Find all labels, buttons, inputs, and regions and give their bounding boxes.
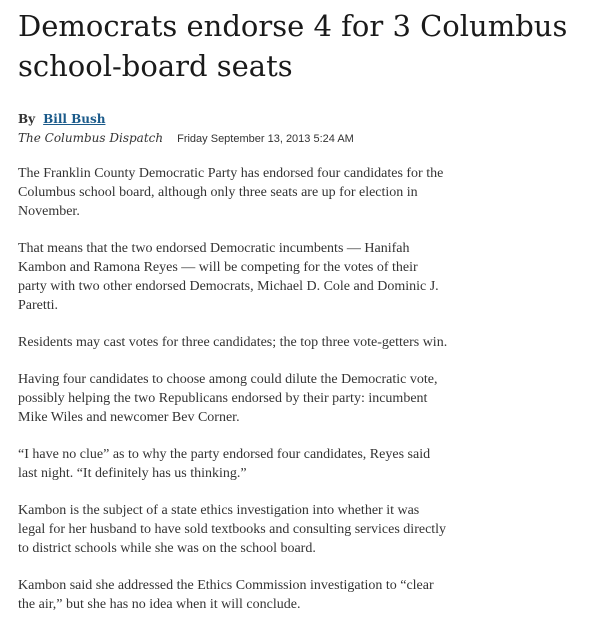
paragraph-6: Kambon is the subject of a state ethics investigation into whether it was legal for her husband to have sold textbooks and consulting services directly to district schools while she was on the school board. xyxy=(18,503,447,556)
headline: Democrats endorse 4 for 3 Columbus school-board seats xyxy=(18,9,568,83)
article-body xyxy=(18,164,448,632)
paragraph-5: “I have no clue” as to why the party endorsed four candidates, Reyes said last night. “It definitely has us thinking.” xyxy=(18,447,431,481)
paragraph-1: The Franklin County Democratic Party has endorsed four candidates for the Columbus school board, although only three seats are up for election in November. xyxy=(18,166,444,219)
author-link[interactable]: Bill Bush xyxy=(43,112,106,126)
byline xyxy=(18,112,105,126)
paragraph-7: Kambon said she addressed the Ethics Commission investigation to “clear the air,” but she has no idea when it will conclude. xyxy=(18,578,434,612)
source-line xyxy=(18,130,354,147)
paragraph-2: That means that the two endorsed Democratic incumbents — Hanifah Kambon and Ramona Reyes — will be competing for the votes of their party with two other endorsed Democrats, Michael D. Cole and Dominic J. Paretti. xyxy=(18,241,439,313)
paragraph-4: Having four candidates to choose among could dilute the Democratic vote, possibly helping the two Republicans endorsed by their party: incumbent Mike Wiles and newcomer Bev Corner. xyxy=(18,372,438,425)
paragraph-3: Residents may cast votes for three candidates; the top three vote-getters win. xyxy=(18,335,448,350)
publication-name: The Columbus Dispatch xyxy=(18,131,164,145)
publish-timestamp: Friday September 13, 2013 5:24 AM xyxy=(177,133,354,145)
byline-prefix: By xyxy=(18,112,36,126)
